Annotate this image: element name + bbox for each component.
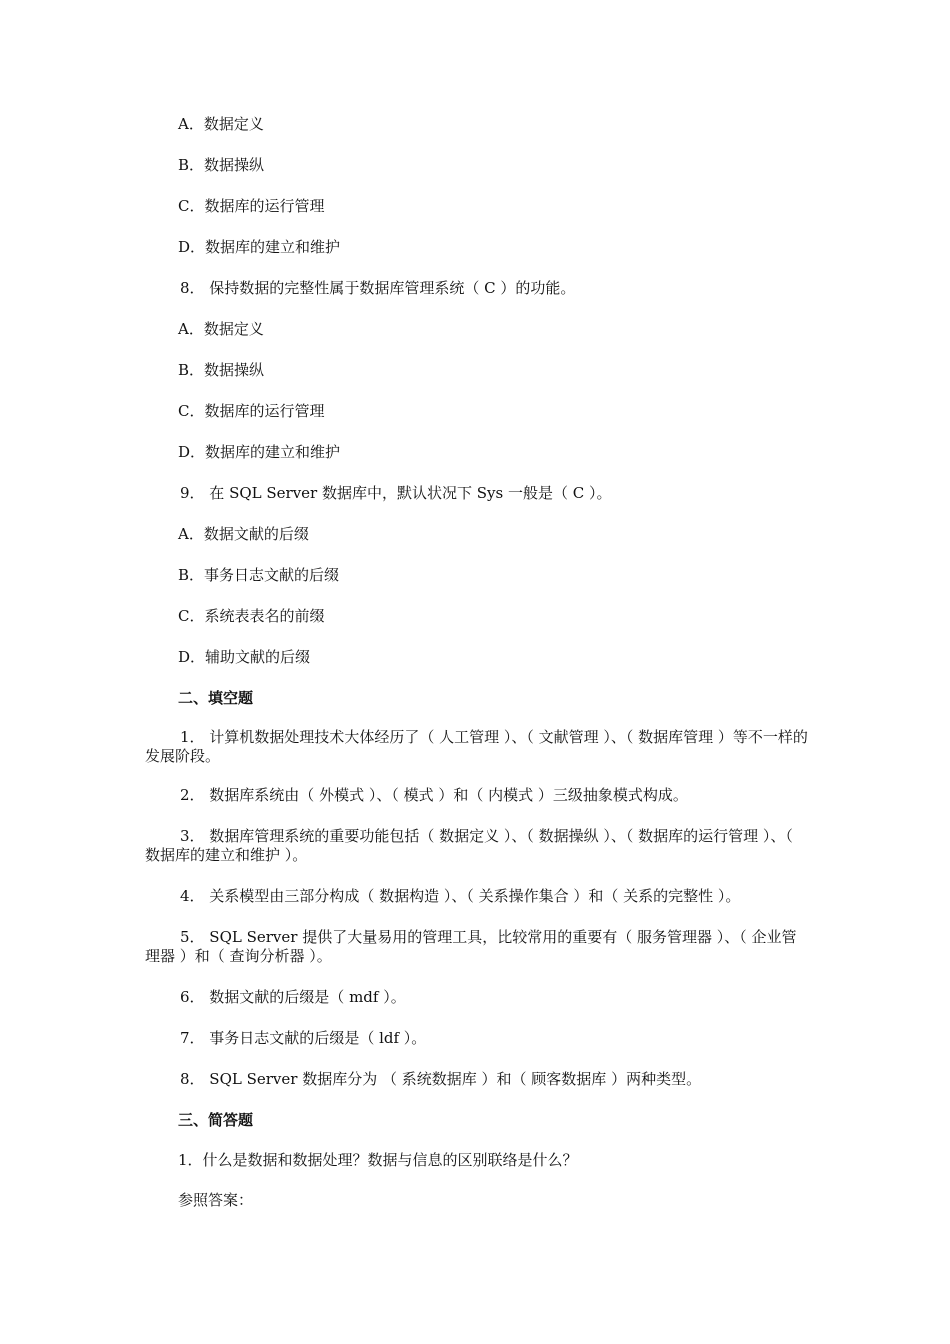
q9-option-a: A．数据文献的后缀 [178, 525, 309, 543]
q7-option-d: D．数据库的建立和维护 [178, 238, 341, 256]
fill-item-8: 8． SQL Server 数据库分为 （ 系统数据库 ）和（ 顾客数据库 ）两种类型。 [180, 1070, 702, 1088]
answer-label: 参照答案： [178, 1191, 254, 1209]
fill-item-1: 1． 计算机数据处理技术大体经历了（ 人工管理 ）、（ 文献管理 ）、（ 数据库管理 ）等不一样的发展阶段。 [145, 728, 808, 765]
fill-item-3: 3． 数据库管理系统的重要功能包括（ 数据定义 ）、（ 数据操纵 ）、（ 数据库的运行管理 ）、（ 数据库的建立和维护 ）。 [145, 827, 793, 864]
q8-question: 8． 保持数据的完整性属于数据库管理系统（ C ）的功能。 [180, 279, 576, 297]
short-answer-q1: 1．什么是数据和数据处理？数据与信息的区别联络是什么？ [178, 1151, 578, 1169]
fill-item-4: 4． 关系模型由三部分构成（ 数据构造 ）、（ 关系操作集合 ）和（ 关系的完整性 ）。 [180, 887, 741, 905]
q7-option-a: A．数据定义 [178, 115, 264, 133]
section2-heading: 二、填空题 [178, 689, 254, 707]
fill-item-7: 7． 事务日志文献的后缀是（ ldf ）。 [180, 1029, 427, 1047]
q9-question: 9． 在 SQL Server 数据库中，默认状况下 Sys 一般是（ C ）。 [180, 484, 612, 502]
q8-option-b: B．数据操纵 [178, 361, 265, 379]
fill-item-5: 5． SQL Server 提供了大量易用的管理工具，比较常用的重要有（ 服务管理器 ）、（ 企业管理器 ）和（ 查询分析器 ）。 [145, 928, 797, 965]
fill-item-6: 6． 数据文献的后缀是（ mdf ）。 [180, 988, 406, 1006]
q9-option-c: C．系统表表名的前缀 [178, 607, 325, 625]
q8-option-d: D．数据库的建立和维护 [178, 443, 341, 461]
section3-heading: 三、简答题 [178, 1111, 254, 1129]
q9-option-b: B．事务日志文献的后缀 [178, 566, 340, 584]
fill-item-2: 2． 数据库系统由（ 外模式 ）、（ 模式 ）和（ 内模式 ）三级抽象模式构成。 [180, 786, 688, 804]
q8-option-a: A．数据定义 [178, 320, 264, 338]
q9-option-d: D．辅助文献的后缀 [178, 648, 311, 666]
q7-option-c: C．数据库的运行管理 [178, 197, 325, 215]
q8-option-c: C．数据库的运行管理 [178, 402, 325, 420]
q7-option-b: B．数据操纵 [178, 156, 265, 174]
